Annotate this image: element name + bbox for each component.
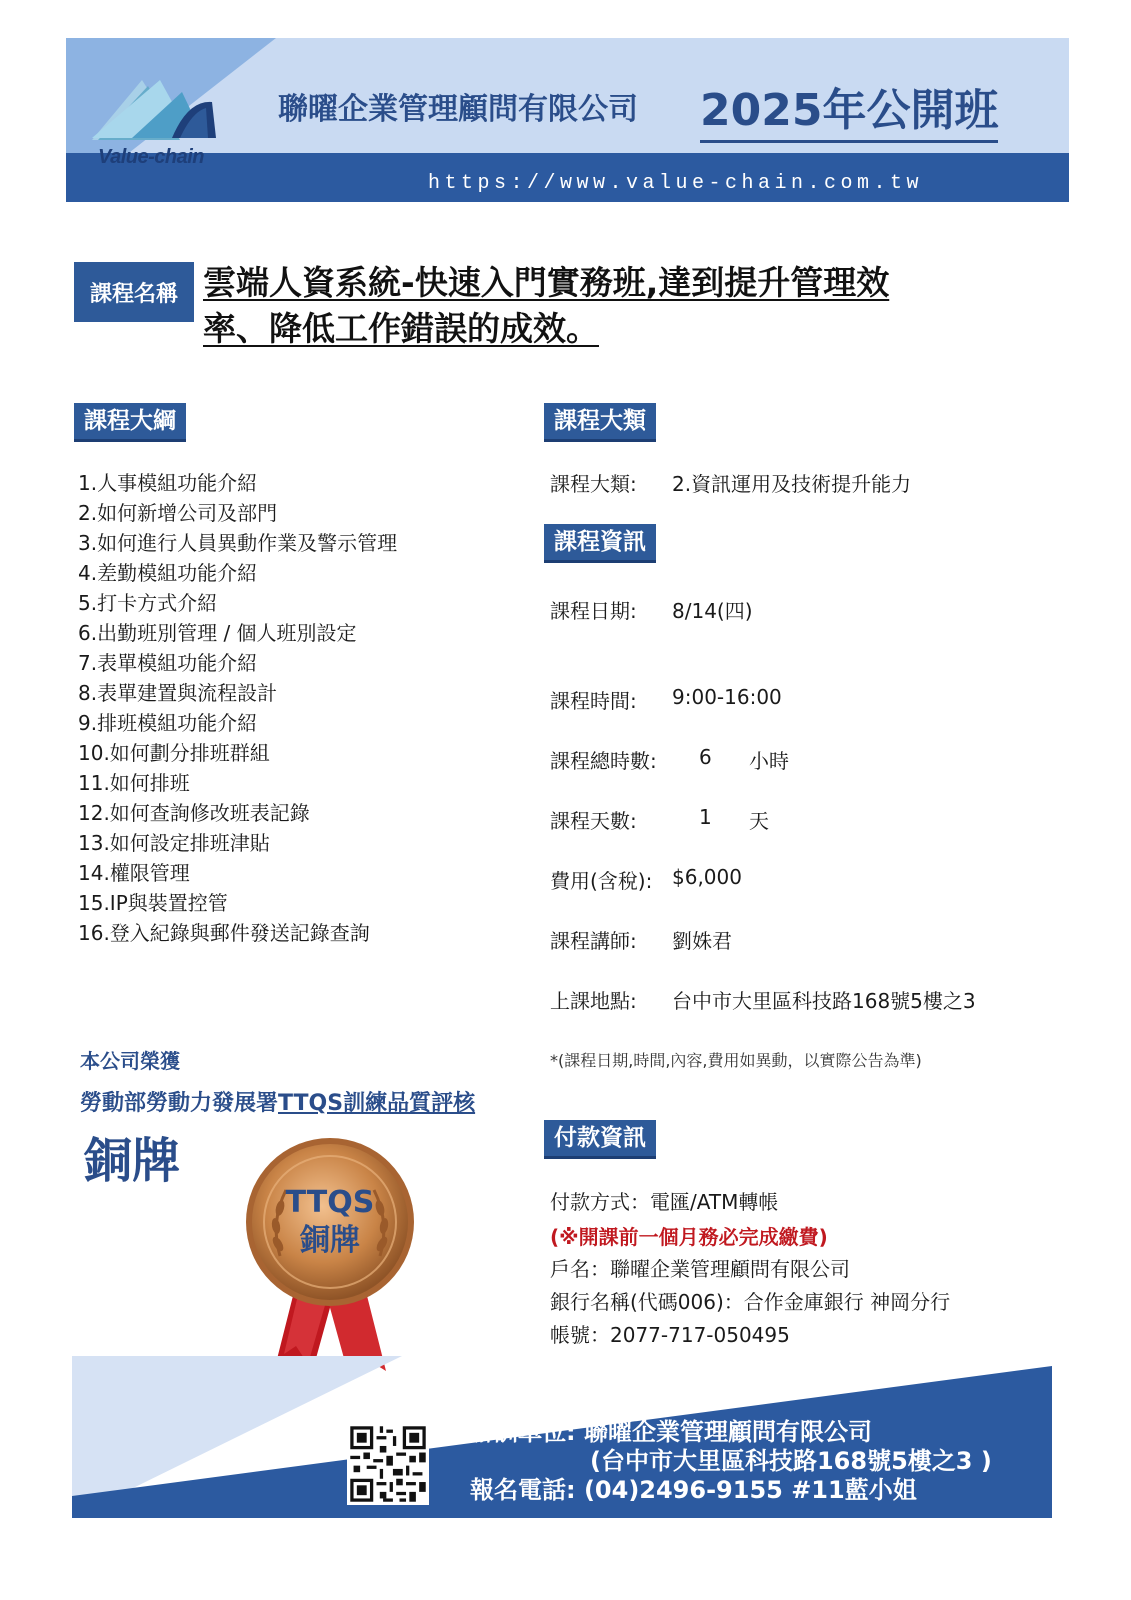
outline-item: 4.差勤模組功能介紹: [78, 561, 258, 585]
outline-item: 8.表單建置與流程設計: [78, 681, 278, 705]
info-note: *(課程日期,時間,內容,費用如異動，以實際公告為準): [550, 1051, 922, 1070]
teacher-label: 課程講師:: [550, 929, 637, 953]
time-label: 課程時間:: [550, 689, 637, 713]
hours-label: 課程總時數:: [550, 749, 657, 773]
outline-item: 13.如何設定排班津貼: [78, 831, 270, 855]
award-source: [80, 1086, 475, 1117]
footer-address: (台中市大里區科技路168號5樓之3 ): [590, 1447, 992, 1475]
course-title-line2: 率、降低工作錯誤的成效。: [203, 309, 599, 348]
outline-item: 2.如何新增公司及部門: [78, 501, 278, 525]
year-title: 2025年公開班: [700, 74, 998, 143]
time-value: 9:00-16:00: [672, 685, 782, 709]
info-header: 課程資訊: [544, 524, 656, 563]
payment-method: 付款方式：電匯/ATM轉帳: [550, 1190, 779, 1214]
award-bronze-title: 銅牌: [84, 1133, 181, 1189]
fee-label: 費用(含稅):: [550, 869, 653, 893]
outline-item: 3.如何進行人員異動作業及警示管理: [78, 531, 398, 555]
account-number: 帳號：2077-717-050495: [550, 1323, 790, 1347]
bank-name: 銀行名稱(代碼006)：合作金庫銀行 神岡分行: [550, 1290, 951, 1314]
award-source-ttqs: TTQS訓練品質評核: [278, 1091, 476, 1116]
category-label: 課程大類:: [550, 472, 637, 496]
account-name: 戶名：聯曜企業管理顧問有限公司: [550, 1257, 850, 1281]
course-title: [203, 260, 1003, 352]
award-source-prefix: 勞動部勞動力發展署: [80, 1091, 279, 1116]
footer-organizer: 辦訓單位: 聯曜企業管理顧問有限公司: [470, 1418, 872, 1446]
outline-item: 15.IP與裝置控管: [78, 891, 228, 915]
date-value: 8/14(四): [672, 599, 753, 623]
outline-item: 7.表單模組功能介紹: [78, 651, 258, 675]
location-label: 上課地點:: [550, 989, 637, 1013]
course-name-label: 課程名稱: [74, 262, 194, 322]
category-header: 課程大類: [544, 403, 656, 442]
outline-item: 6.出勤班別管理 / 個人班別設定: [78, 621, 357, 645]
date-label: 課程日期:: [550, 599, 637, 623]
days-label: 課程天數:: [550, 809, 637, 833]
award-intro: 本公司榮獲: [80, 1049, 180, 1073]
days-unit: 天: [749, 809, 769, 833]
registration-qr-code[interactable]: [347, 1423, 429, 1505]
logo-text: Value-chain: [98, 146, 205, 168]
location-value: 台中市大里區科技路168號5樓之3: [672, 989, 976, 1013]
ttqs-bronze-medal-icon: [240, 1136, 420, 1386]
logo-mountain-icon: [92, 72, 222, 142]
footer-phone[interactable]: 報名電話: (04)2496-9155 #11藍小姐: [470, 1476, 917, 1504]
outline-item: 1.人事模組功能介紹: [78, 471, 258, 495]
payment-header: 付款資訊: [544, 1120, 656, 1159]
days-value: 1: [699, 805, 712, 829]
outline-item: 12.如何查詢修改班表記錄: [78, 801, 310, 825]
outline-item: 16.登入紀錄與郵件發送記錄查詢: [78, 921, 370, 945]
category-value: 2.資訊運用及技術提升能力: [672, 472, 912, 496]
outline-item: 11.如何排班: [78, 771, 190, 795]
outline-header: 課程大綱: [74, 403, 186, 442]
medal-text-line1: TTQS: [285, 1185, 375, 1220]
course-title-line1: 雲端人資系統-快速入門實務班,達到提升管理效: [203, 263, 890, 302]
teacher-value: 劉姝君: [672, 929, 732, 953]
fee-value: $6,000: [672, 865, 742, 889]
outline-item: 14.權限管理: [78, 861, 190, 885]
outline-item: 10.如何劃分排班群組: [78, 741, 270, 765]
payment-deadline-note: (※開課前一個月務必完成繳費): [550, 1225, 828, 1249]
outline-item: 5.打卡方式介紹: [78, 591, 218, 615]
outline-item: 9.排班模組功能介紹: [78, 711, 258, 735]
website-url[interactable]: https://www.value-chain.com.tw: [428, 172, 924, 195]
medal-text-line2: 銅牌: [300, 1223, 360, 1258]
company-title: 聯曜企業管理顧問有限公司: [278, 92, 638, 127]
hours-unit: 小時: [749, 749, 789, 773]
outline-list: [78, 468, 397, 948]
hours-value: 6: [699, 745, 712, 769]
